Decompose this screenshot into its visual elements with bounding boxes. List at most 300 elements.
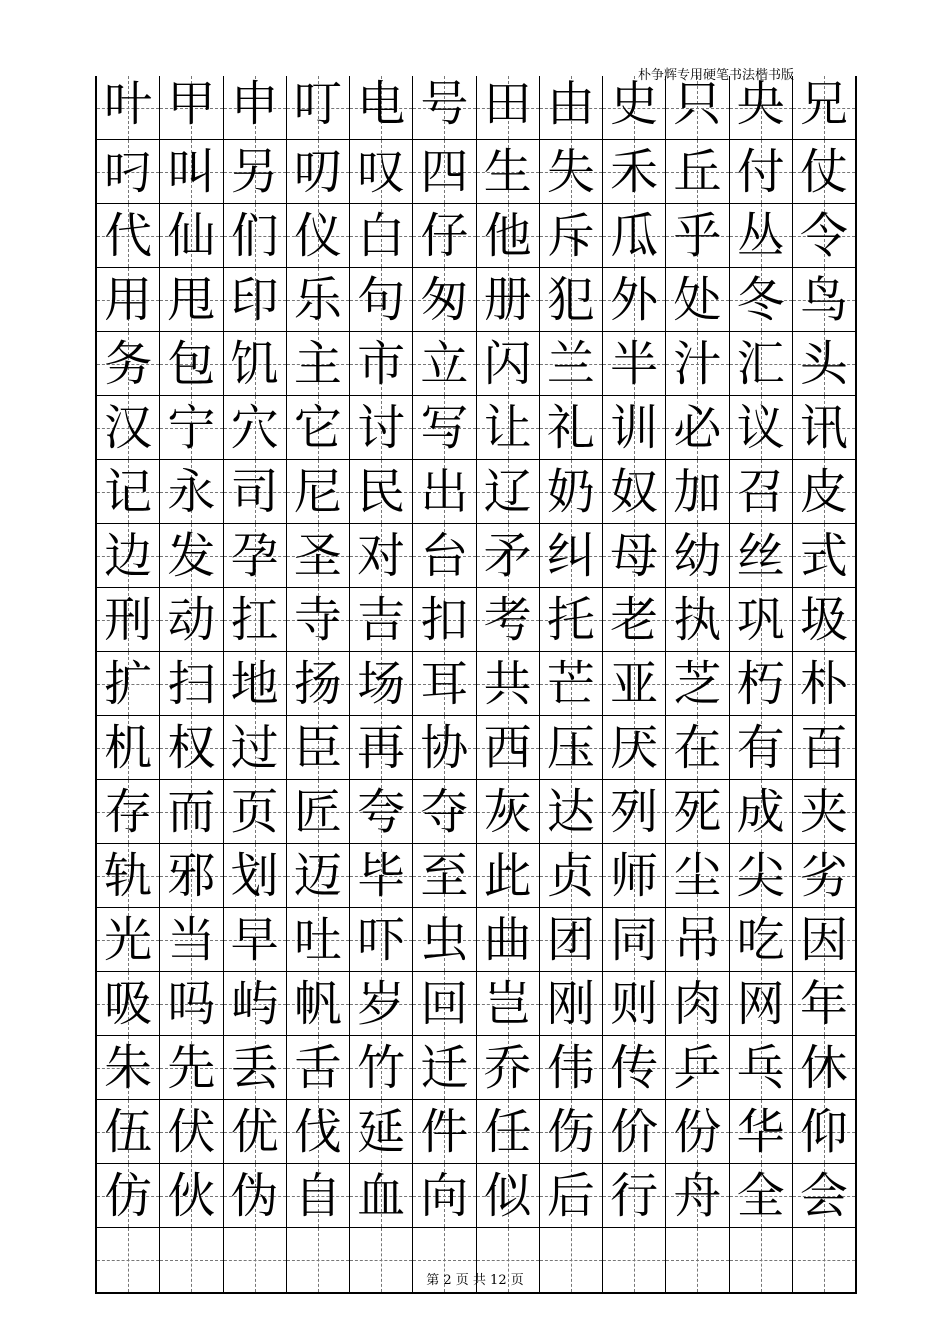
grid-cell <box>97 332 160 396</box>
grid-cell <box>730 524 793 588</box>
character: 舌 <box>293 1039 342 1096</box>
character: 在 <box>673 719 722 776</box>
character: 延 <box>357 1103 406 1160</box>
grid-cell <box>477 268 540 332</box>
character: 们 <box>230 207 279 264</box>
grid-row <box>97 268 855 332</box>
grid-cell <box>793 1036 855 1100</box>
character: 汁 <box>673 335 722 392</box>
grid-cell <box>97 908 160 972</box>
character: 地 <box>230 655 279 712</box>
grid-cell <box>666 268 729 332</box>
character: 让 <box>483 399 532 456</box>
grid-row <box>97 460 855 524</box>
grid-cell <box>730 780 793 844</box>
grid-cell <box>287 396 350 460</box>
grid-row <box>97 716 855 780</box>
character: 包 <box>167 335 216 392</box>
grid-cell <box>224 524 287 588</box>
character: 则 <box>610 975 659 1032</box>
character: 当 <box>167 911 216 968</box>
character: 仪 <box>293 207 342 264</box>
grid-cell <box>540 588 603 652</box>
character: 付 <box>736 143 785 200</box>
grid-cell <box>350 716 413 780</box>
grid-cell <box>477 396 540 460</box>
character: 舟 <box>673 1167 722 1224</box>
grid-cell <box>97 524 160 588</box>
grid-cell <box>603 1164 666 1228</box>
grid-cell <box>540 268 603 332</box>
grid-cell <box>224 908 287 972</box>
grid-cell <box>793 716 855 780</box>
character: 至 <box>420 847 469 904</box>
character: 迁 <box>420 1039 469 1096</box>
character: 屿 <box>230 975 279 1032</box>
grid-cell <box>477 908 540 972</box>
character: 四 <box>420 143 469 200</box>
grid-cell <box>540 332 603 396</box>
character: 尘 <box>673 847 722 904</box>
grid-cell <box>603 524 666 588</box>
character: 尖 <box>736 847 785 904</box>
character: 丛 <box>736 207 785 264</box>
character: 册 <box>483 271 532 328</box>
character: 早 <box>230 911 279 968</box>
character: 全 <box>736 1167 785 1224</box>
character: 外 <box>610 271 659 328</box>
character: 矛 <box>483 527 532 584</box>
grid-cell <box>413 1100 476 1164</box>
grid-cell <box>477 652 540 716</box>
character: 行 <box>610 1167 659 1224</box>
grid-cell <box>603 140 666 204</box>
character: 匆 <box>420 271 469 328</box>
character: 贞 <box>546 847 595 904</box>
character: 对 <box>357 527 406 584</box>
character: 伙 <box>167 1167 216 1224</box>
character: 夹 <box>799 783 848 840</box>
grid-cell <box>287 140 350 204</box>
grid-cell <box>224 396 287 460</box>
grid-cell <box>160 460 223 524</box>
grid-cell <box>413 716 476 780</box>
character: 田 <box>483 75 532 132</box>
character: 此 <box>483 847 532 904</box>
grid-cell <box>540 780 603 844</box>
grid-cell <box>793 524 855 588</box>
grid-row <box>97 332 855 396</box>
grid-cell <box>287 332 350 396</box>
grid-cell <box>730 716 793 780</box>
grid-cell <box>287 652 350 716</box>
character: 另 <box>230 143 279 200</box>
grid-cell <box>350 780 413 844</box>
grid-cell <box>793 844 855 908</box>
character: 扫 <box>167 655 216 712</box>
grid-cell <box>160 1100 223 1164</box>
character: 汉 <box>104 399 153 456</box>
grid-row <box>97 140 855 204</box>
character: 执 <box>673 591 722 648</box>
character: 鸟 <box>799 271 848 328</box>
grid-cell <box>97 1036 160 1100</box>
grid-cell <box>793 268 855 332</box>
character: 印 <box>230 271 279 328</box>
character: 他 <box>483 207 532 264</box>
grid-row <box>97 652 855 716</box>
character: 伟 <box>546 1039 595 1096</box>
grid-cell <box>477 1100 540 1164</box>
character: 犯 <box>546 271 595 328</box>
character: 回 <box>420 975 469 1032</box>
grid-cell <box>666 908 729 972</box>
character: 伍 <box>104 1103 153 1160</box>
character: 瓜 <box>610 207 659 264</box>
character: 扣 <box>420 591 469 648</box>
grid-cell <box>224 972 287 1036</box>
character: 训 <box>610 399 659 456</box>
grid-cell <box>730 1036 793 1100</box>
character: 电 <box>357 75 406 132</box>
character: 代 <box>104 207 153 264</box>
character: 仔 <box>420 207 469 264</box>
grid-cell <box>793 76 855 140</box>
grid-cell <box>413 396 476 460</box>
character: 岁 <box>357 975 406 1032</box>
grid-cell <box>160 716 223 780</box>
character: 夸 <box>357 783 406 840</box>
grid-cell <box>413 76 476 140</box>
page-header-title: 朴争辉专用硬笔书法楷书版 <box>638 68 795 83</box>
character: 台 <box>420 527 469 584</box>
character: 团 <box>546 911 595 968</box>
grid-cell <box>603 972 666 1036</box>
character: 申 <box>230 75 279 132</box>
grid-cell <box>793 460 855 524</box>
grid-cell <box>413 460 476 524</box>
character: 伏 <box>167 1103 216 1160</box>
character: 禾 <box>610 143 659 200</box>
character: 亚 <box>610 655 659 712</box>
character: 百 <box>799 719 848 776</box>
grid-cell <box>350 76 413 140</box>
grid-cell <box>730 588 793 652</box>
grid-cell <box>730 908 793 972</box>
character: 优 <box>230 1103 279 1160</box>
character: 吗 <box>167 975 216 1032</box>
grid-cell <box>413 908 476 972</box>
grid-cell <box>477 588 540 652</box>
grid-cell <box>287 588 350 652</box>
character: 血 <box>357 1167 406 1224</box>
grid-cell <box>666 140 729 204</box>
character: 芝 <box>673 655 722 712</box>
character: 冬 <box>736 271 785 328</box>
character: 甩 <box>167 271 216 328</box>
character: 叼 <box>104 143 153 200</box>
character: 西 <box>483 719 532 776</box>
practice-grid <box>95 76 857 1294</box>
grid-cell <box>666 332 729 396</box>
grid-cell <box>540 396 603 460</box>
character: 礼 <box>546 399 595 456</box>
character: 价 <box>610 1103 659 1160</box>
grid-cell <box>160 908 223 972</box>
grid-cell <box>97 716 160 780</box>
grid-cell <box>287 460 350 524</box>
character: 处 <box>673 271 722 328</box>
character: 半 <box>610 335 659 392</box>
grid-cell <box>160 396 223 460</box>
grid-cell <box>350 588 413 652</box>
character: 出 <box>420 463 469 520</box>
grid-cell <box>224 76 287 140</box>
grid-cell <box>540 716 603 780</box>
character: 司 <box>230 463 279 520</box>
grid-cell <box>287 908 350 972</box>
character: 死 <box>673 783 722 840</box>
character: 年 <box>799 975 848 1032</box>
character: 权 <box>167 719 216 776</box>
grid-cell <box>793 1164 855 1228</box>
character: 汇 <box>736 335 785 392</box>
grid-cell <box>160 652 223 716</box>
grid-cell <box>224 1164 287 1228</box>
grid-cell <box>477 140 540 204</box>
grid-cell <box>603 588 666 652</box>
character: 扛 <box>230 591 279 648</box>
grid-cell <box>413 1164 476 1228</box>
grid-cell <box>224 1100 287 1164</box>
grid-cell <box>287 972 350 1036</box>
grid-cell <box>224 588 287 652</box>
grid-cell <box>477 1036 540 1100</box>
character: 刑 <box>104 591 153 648</box>
grid-cell <box>540 1036 603 1100</box>
grid-cell <box>350 332 413 396</box>
grid-row <box>97 588 855 652</box>
character: 吉 <box>357 591 406 648</box>
character: 叫 <box>167 143 216 200</box>
grid-cell <box>730 972 793 1036</box>
grid-cell <box>540 140 603 204</box>
grid-cell <box>793 396 855 460</box>
character: 传 <box>610 1039 659 1096</box>
character: 岂 <box>483 975 532 1032</box>
character: 发 <box>167 527 216 584</box>
grid-cell <box>603 716 666 780</box>
character: 同 <box>610 911 659 968</box>
character: 有 <box>736 719 785 776</box>
character: 场 <box>357 655 406 712</box>
character: 白 <box>357 207 406 264</box>
grid-cell <box>793 780 855 844</box>
grid-cell <box>666 1100 729 1164</box>
grid-cell <box>413 780 476 844</box>
grid-cell <box>413 588 476 652</box>
grid-cell <box>603 652 666 716</box>
grid-cell <box>477 524 540 588</box>
grid-cell <box>97 780 160 844</box>
grid-cell <box>224 716 287 780</box>
character: 巩 <box>736 591 785 648</box>
character: 过 <box>230 719 279 776</box>
character: 虫 <box>420 911 469 968</box>
grid-cell <box>97 268 160 332</box>
character: 再 <box>357 719 406 776</box>
character: 用 <box>104 271 153 328</box>
grid-cell <box>666 76 729 140</box>
character: 耳 <box>420 655 469 712</box>
grid-cell <box>666 844 729 908</box>
grid-cell <box>224 652 287 716</box>
character: 仙 <box>167 207 216 264</box>
character: 永 <box>167 463 216 520</box>
grid-cell <box>603 844 666 908</box>
character: 幼 <box>673 527 722 584</box>
grid-cell <box>540 652 603 716</box>
grid-cell <box>97 972 160 1036</box>
character: 乎 <box>673 207 722 264</box>
character: 页 <box>230 783 279 840</box>
character: 乐 <box>293 271 342 328</box>
grid-cell <box>224 844 287 908</box>
grid-cell <box>793 652 855 716</box>
character: 先 <box>167 1039 216 1096</box>
character: 休 <box>799 1039 848 1096</box>
character: 务 <box>104 335 153 392</box>
grid-cell <box>97 140 160 204</box>
character: 吸 <box>104 975 153 1032</box>
grid-row <box>97 908 855 972</box>
character: 边 <box>104 527 153 584</box>
character: 毕 <box>357 847 406 904</box>
grid-cell <box>540 460 603 524</box>
character: 夺 <box>420 783 469 840</box>
grid-cell <box>160 780 223 844</box>
character: 议 <box>736 399 785 456</box>
grid-cell <box>793 972 855 1036</box>
grid-cell <box>160 588 223 652</box>
grid-cell <box>666 1036 729 1100</box>
character: 芒 <box>546 655 595 712</box>
grid-cell <box>224 140 287 204</box>
grid-cell <box>287 1100 350 1164</box>
character: 自 <box>293 1167 342 1224</box>
character: 吃 <box>736 911 785 968</box>
character: 似 <box>483 1167 532 1224</box>
character: 朱 <box>104 1039 153 1096</box>
character: 华 <box>736 1103 785 1160</box>
grid-cell <box>350 844 413 908</box>
character: 史 <box>610 75 659 132</box>
character: 乔 <box>483 1039 532 1096</box>
grid-cell <box>287 268 350 332</box>
grid-cell <box>413 524 476 588</box>
grid-cell <box>603 1036 666 1100</box>
grid-cell <box>793 908 855 972</box>
character: 孕 <box>230 527 279 584</box>
grid-cell <box>666 972 729 1036</box>
grid-cell <box>540 1164 603 1228</box>
grid-cell <box>97 652 160 716</box>
grid-cell <box>730 204 793 268</box>
character: 圾 <box>799 591 848 648</box>
character: 帆 <box>293 975 342 1032</box>
character: 饥 <box>230 335 279 392</box>
grid-cell <box>666 396 729 460</box>
grid-cell <box>287 844 350 908</box>
character: 刚 <box>546 975 595 1032</box>
character: 朽 <box>736 655 785 712</box>
character: 尼 <box>293 463 342 520</box>
character: 只 <box>673 75 722 132</box>
grid-cell <box>350 140 413 204</box>
character: 任 <box>483 1103 532 1160</box>
character: 乓 <box>736 1039 785 1096</box>
grid-row <box>97 524 855 588</box>
character: 皮 <box>799 463 848 520</box>
character: 主 <box>293 335 342 392</box>
grid-cell <box>287 780 350 844</box>
grid-cell <box>540 908 603 972</box>
character: 兰 <box>546 335 595 392</box>
character: 乒 <box>673 1039 722 1096</box>
character: 叮 <box>293 75 342 132</box>
grid-cell <box>730 268 793 332</box>
character: 压 <box>546 719 595 776</box>
character: 母 <box>610 527 659 584</box>
character: 令 <box>799 207 848 264</box>
character: 叶 <box>104 75 153 132</box>
grid-cell <box>603 268 666 332</box>
character: 厌 <box>610 719 659 776</box>
grid-cell <box>224 1036 287 1100</box>
character: 圣 <box>293 527 342 584</box>
grid-cell <box>477 76 540 140</box>
character: 讯 <box>799 399 848 456</box>
character: 央 <box>736 75 785 132</box>
character: 达 <box>546 783 595 840</box>
grid-cell <box>603 460 666 524</box>
character: 向 <box>420 1167 469 1224</box>
character: 必 <box>673 399 722 456</box>
grid-cell <box>350 396 413 460</box>
grid-cell <box>603 780 666 844</box>
character: 丘 <box>673 143 722 200</box>
grid-cell <box>97 1100 160 1164</box>
character: 会 <box>799 1167 848 1224</box>
grid-cell <box>97 76 160 140</box>
character: 因 <box>799 911 848 968</box>
character: 写 <box>420 399 469 456</box>
character: 伪 <box>230 1167 279 1224</box>
grid-cell <box>350 1164 413 1228</box>
grid-cell <box>224 460 287 524</box>
character: 头 <box>799 335 848 392</box>
character: 份 <box>673 1103 722 1160</box>
grid-cell <box>540 844 603 908</box>
grid-cell <box>603 396 666 460</box>
grid-cell <box>97 844 160 908</box>
character: 闪 <box>483 335 532 392</box>
character: 邪 <box>167 847 216 904</box>
character: 甲 <box>167 75 216 132</box>
character: 而 <box>167 783 216 840</box>
character: 加 <box>673 463 722 520</box>
grid-cell <box>793 588 855 652</box>
